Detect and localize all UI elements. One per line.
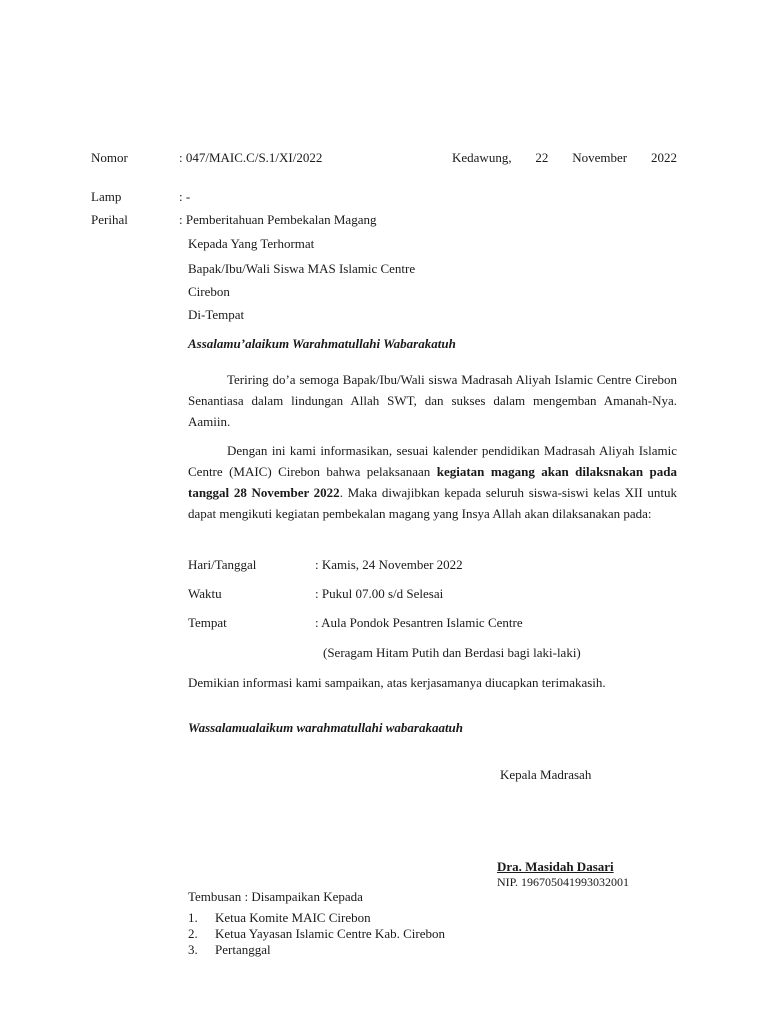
date-day: 22 xyxy=(535,150,549,165)
date-year: 2022 xyxy=(650,150,677,165)
lamp-value: : - xyxy=(179,189,191,204)
body-paragraph-2-end: . Maka diwajibkan kepada seluruh siswa-siswi kelas XII untuk dapat mengikuti kegiatan pembekalan magang yang Insya Allah akan dilaksanakan pada: xyxy=(188,485,677,521)
body-paragraph-2-highlight: kegiatan magang akan dilaksnakan pada tanggal 28 November 2022 xyxy=(188,464,677,500)
cc-heading: Tembusan : Disampaikan Kepada xyxy=(188,889,363,904)
body-paragraph-1: Teriring do’a semoga Bapak/Ibu/Wali siswa Madrasah Aliyah Islamic Centre Cirebon Senantiasa dalam lindungan Allah SWT, dan sukses dalam mengemban Amanah-Nya. Aamiin. xyxy=(188,372,677,429)
salutation: Assalamu’alaikum Warahmatullahi Wabarakatuh xyxy=(188,336,456,351)
cc-item: 3. Pertanggal xyxy=(188,942,271,957)
body-paragraph-2-start: Dengan ini kami informasikan, sesuai kalender pendidikan Madrasah Aliyah Islamic Centre (MAIC) Cirebon bahwa pelaksanaan xyxy=(188,443,677,479)
recipient-line-4: Di-Tempat xyxy=(188,307,245,322)
perihal-label: Perihal xyxy=(91,212,128,227)
lamp-label: Lamp xyxy=(91,189,122,204)
nomor-label: Nomor xyxy=(91,150,128,165)
perihal-value: : Pemberitahuan Pembekalan Magang xyxy=(179,212,377,227)
recipient-line-3: Cirebon xyxy=(188,284,230,299)
closing-text: Demikian informasi kami sampaikan, atas kerjasamanya diucapkan terimakasih. xyxy=(188,675,606,690)
signatory-name: Dra. Masidah Dasari xyxy=(497,859,614,874)
date-place: Kedawung, xyxy=(452,150,512,165)
signatory-nip: NIP. 196705041993032001 xyxy=(497,875,630,889)
signature-title: Kepala Madrasah xyxy=(500,767,592,782)
cc-list xyxy=(188,910,445,958)
nomor-value: : 047/MAIC.C/S.1/XI/2022 xyxy=(179,150,323,165)
schedule-day-value: : Kamis, 24 November 2022 xyxy=(315,557,463,572)
closing-salam: Wassalamualaikum warahmatullahi wabarakaatuh xyxy=(188,720,464,735)
schedule-place-value: : Aula Pondok Pesantren Islamic Centre xyxy=(315,615,523,630)
date-month: November xyxy=(572,150,628,165)
recipient-line-1: Kepada Yang Terhormat xyxy=(188,236,315,251)
body-paragraph-2 xyxy=(188,440,677,524)
schedule-place-label: Tempat xyxy=(188,615,227,630)
schedule-time-value: : Pukul 07.00 s/d Selesai xyxy=(315,586,444,601)
cc-item: 1. Ketua Komite MAIC Cirebon xyxy=(188,910,371,925)
cc-item: 2. Ketua Yayasan Islamic Centre Kab. Cirebon xyxy=(188,926,445,941)
dress-code-note: (Seragam Hitam Putih dan Berdasi bagi laki-laki) xyxy=(323,645,581,660)
schedule-day-label: Hari/Tanggal xyxy=(188,557,257,572)
recipient-line-2: Bapak/Ibu/Wali Siswa MAS Islamic Centre xyxy=(188,261,416,276)
letter-date xyxy=(452,150,677,166)
schedule-time-label: Waktu xyxy=(188,586,222,601)
